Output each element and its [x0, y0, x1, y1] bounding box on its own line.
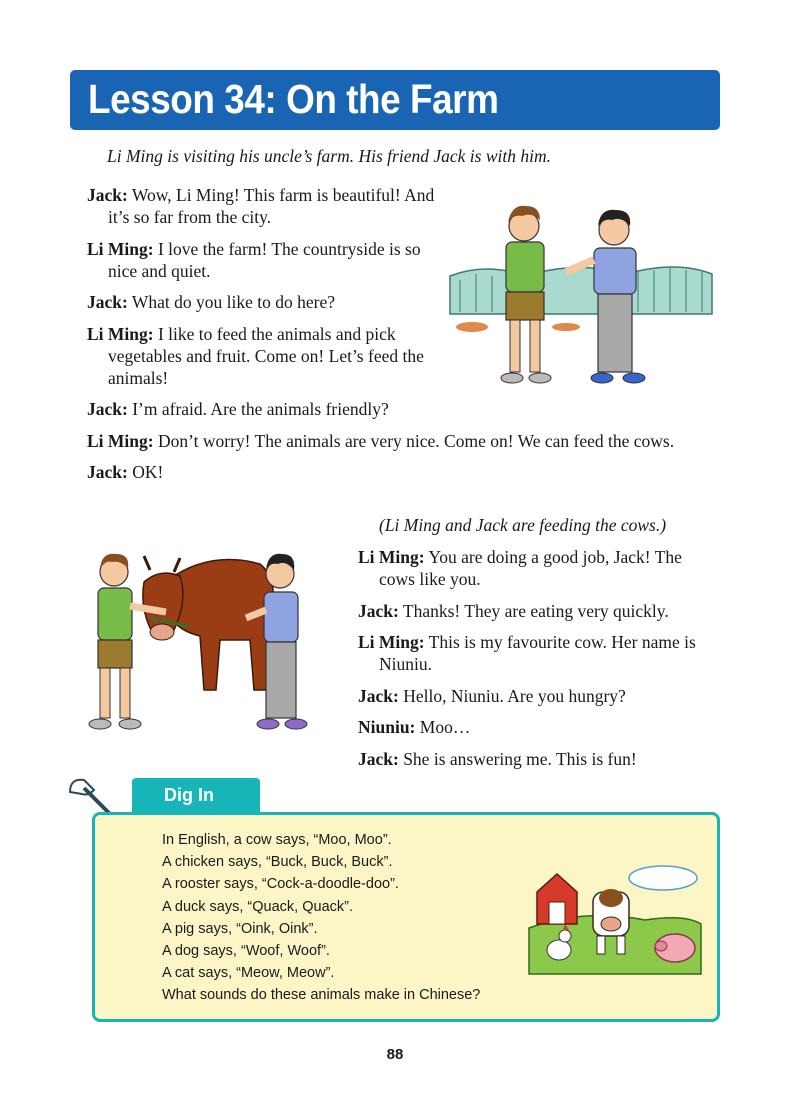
farm-animals-illustration	[525, 858, 705, 978]
dialogue-line	[87, 398, 717, 420]
speaker: Jack:	[87, 462, 128, 482]
dig-in-tab	[132, 778, 260, 814]
dialogue-line	[87, 291, 447, 313]
jack-figure	[501, 206, 551, 383]
speech: Wow, Li Ming! This farm is beautiful! And it’s so far from the city.	[108, 185, 435, 227]
speaker: Jack:	[358, 600, 399, 621]
dig-in-line: A rooster says, “Cock-a-doodle-doo”.	[162, 876, 399, 893]
dialogue-line	[87, 430, 687, 452]
lesson-title: Lesson 34: On the Farm	[88, 76, 499, 122]
lesson-intro: Li Ming is visiting his uncle’s farm. His friend Jack is with him.	[107, 146, 551, 166]
ground-rock	[456, 322, 488, 332]
dialogue-line	[358, 685, 728, 707]
speaker: Li Ming:	[87, 430, 154, 451]
speaker: Li Ming:	[358, 632, 425, 652]
speaker: Jack:	[87, 399, 128, 419]
dialogue-line	[87, 323, 447, 389]
dig-in-line: In English, a cow says, “Moo, Moo”.	[162, 832, 392, 848]
speech: She is answering me. This is fun!	[403, 748, 637, 769]
speaker: Jack:	[358, 748, 399, 769]
dig-in-line: A chicken says, “Buck, Buck, Buck”.	[162, 854, 393, 871]
dig-in-line: A cat says, “Meow, Meow”.	[162, 965, 335, 982]
pig-figure	[655, 934, 695, 962]
dialogue-line	[358, 716, 728, 738]
boys-farm-illustration	[446, 196, 716, 396]
speech: Don’t worry! The animals are very nice. Come on! We can feed the cows.	[157, 430, 675, 451]
dig-in-line: A pig says, “Oink, Oink”.	[162, 920, 318, 937]
speaker: Jack:	[87, 185, 128, 205]
speech: I like to feed the animals and pick vegetables and fruit. Come on! Let’s feed the animals!	[108, 323, 424, 388]
dig-in-text	[162, 829, 480, 1007]
speaker: Li Ming:	[87, 238, 154, 259]
dialogue-line	[358, 546, 720, 590]
speech: Moo…	[419, 717, 471, 737]
dialogue-line	[87, 238, 447, 282]
speech: Thanks! They are eating very quickly.	[402, 600, 669, 621]
dialogue-line	[358, 748, 728, 770]
speech: This is my favourite cow. Her name is Niuniu.	[379, 632, 696, 674]
fence	[450, 267, 712, 314]
dialogue-line	[87, 461, 717, 483]
dialogue-line	[87, 184, 447, 228]
feeding-cows-illustration	[70, 540, 350, 740]
ground-rock	[552, 323, 580, 331]
dig-in-heading: Dig In	[164, 785, 214, 805]
cow	[143, 556, 273, 690]
lesson-title-bar	[70, 70, 720, 130]
speech: Hello, Niuniu. Are you hungry?	[403, 685, 626, 706]
speaker: Jack:	[358, 685, 399, 706]
speech: I love the farm! The countryside is so nice and quiet.	[108, 238, 421, 281]
page-number: 88	[386, 1046, 404, 1063]
stage-direction: (Li Ming and Jack are feeding the cows.)	[379, 515, 667, 535]
speaker: Jack:	[87, 292, 128, 312]
speaker: Niuniu:	[358, 717, 416, 737]
dialogue-line	[358, 631, 720, 675]
speech: You are doing a good job, Jack! The cows like you.	[379, 547, 682, 589]
dig-in-line: A dog says, “Woof, Woof”.	[162, 943, 330, 960]
dialogue-line	[358, 600, 728, 622]
cloud	[629, 866, 697, 890]
dialogue-part2	[87, 398, 717, 483]
dig-in-line: A duck says, “Quack, Quack”.	[162, 898, 353, 915]
speech: What do you like to do here?	[131, 292, 336, 312]
speech: OK!	[132, 462, 164, 482]
dig-in-line: What sounds do these animals make in Chinese?	[162, 987, 481, 1004]
barn	[537, 874, 577, 924]
dialogue-part3	[358, 546, 728, 770]
speaker: Li Ming:	[87, 323, 154, 344]
speech: I’m afraid. Are the animals friendly?	[132, 399, 389, 419]
speaker: Li Ming:	[358, 547, 425, 567]
dialogue-part1	[87, 184, 447, 389]
